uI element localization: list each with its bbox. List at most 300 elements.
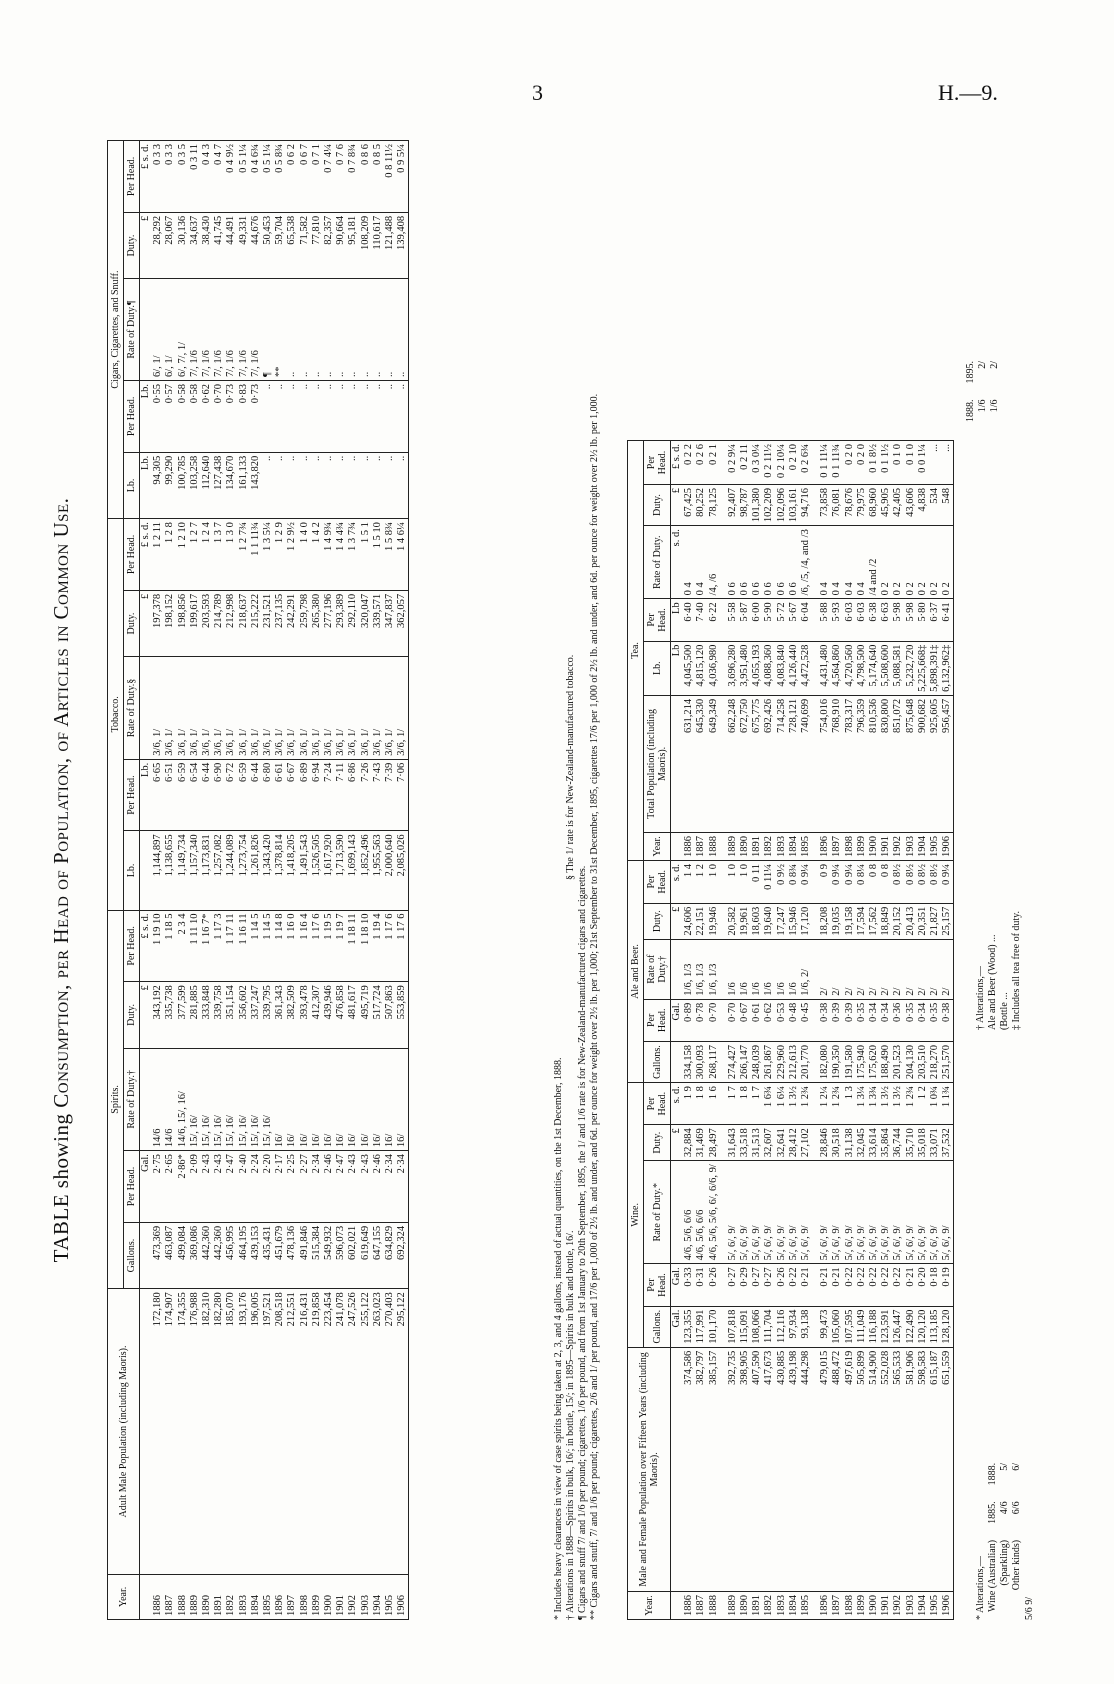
table-cell: 0·35 (905, 999, 917, 1041)
table-cell: 0·83 (238, 381, 250, 453)
table-cell: 497,619 (844, 1347, 856, 1591)
table-cell: 6·59 (238, 759, 250, 831)
table-cell: 0·31 (695, 1264, 707, 1306)
table-cell: 442,360 (201, 1222, 213, 1288)
table-row (372, 141, 384, 1620)
table-cell: 0 2 10 (788, 441, 800, 485)
table-cell: 105,060 (831, 1306, 843, 1347)
table-cell: ¶ (262, 279, 274, 381)
unit-cell: £ s. d. (671, 441, 684, 485)
table-cell: 6·54 (189, 759, 201, 831)
table-cell: 0 6 7 (299, 141, 311, 213)
table-cell: 1900 (323, 1574, 335, 1619)
group-cigars: Cigars, Cigarettes, and Snuff. (108, 141, 124, 519)
rotated-table-sheet (45, 120, 1055, 1640)
spacer-cell (812, 695, 819, 832)
table-cell: 1,273,754 (238, 831, 250, 910)
table-cell: 2·34 (311, 1151, 323, 1223)
table-cell: 143,820 (250, 452, 262, 518)
column-header: Per Head. (124, 1151, 140, 1223)
footnote-4: ¶ Cigars and snuff 7/ and 1/6 per pound; cigarettes, 1/6 per pound, and from 1st January to 20th September, 1895, the 1/ and 1/6 rate is for New-Zealand-manufactured cigars and cigarettes. (577, 865, 588, 1620)
table-cell: 111,704 (763, 1306, 775, 1347)
table-row (384, 141, 396, 1620)
table-row (941, 441, 954, 1620)
table-cell: 645,330 (695, 695, 707, 832)
table-cell: 0·70 (213, 381, 225, 453)
table-cell: 4/6, 5/6, 5/6, 6/, 6/6, 9/ (708, 1161, 720, 1264)
table-cell: 0 2 (905, 526, 917, 599)
note-row (987, 1455, 999, 1620)
wine-note-title: * Alterations,— (975, 1556, 986, 1620)
table-cell: 32,884 (683, 1125, 695, 1161)
table-cell: 15/, 16/ (262, 1048, 274, 1151)
table-cell: 2·46 (372, 1151, 384, 1223)
table-cell: 1,149,734 (177, 831, 189, 910)
table-cell: 1891 (213, 1574, 225, 1619)
table-cell: 1897 (831, 832, 843, 860)
table-cell: 1 5 10 (372, 519, 384, 591)
table-cell: 6·38 (868, 599, 880, 641)
column-header: Rate of Duty.* (644, 1161, 671, 1264)
table-cell: 1901 (335, 1574, 347, 1619)
table-cell: 92,407 (727, 485, 739, 526)
table-cell: 1 7 (727, 1083, 739, 1125)
column-header: Gallons. (644, 1041, 671, 1082)
table-cell: 1 4 (683, 860, 695, 903)
table-cell: 6/, 7/, 1/ (177, 279, 189, 381)
table-cell: 201,523 (892, 1041, 904, 1082)
spacer-cell (812, 599, 819, 641)
table-cell: 0 0 1¼ (917, 441, 929, 485)
table-cell: /6, /5, /4, and /3 (800, 526, 812, 599)
unit-cell (140, 1048, 153, 1151)
spacer-cell (720, 1041, 727, 1082)
table-cell: 728,121 (788, 695, 800, 832)
column-header: Per Head. (644, 999, 671, 1041)
spacer-cell (720, 1125, 727, 1161)
table-cell: 0 2 9¼ (727, 441, 739, 485)
table-cell: 214,789 (213, 590, 225, 656)
table-cell: 193,176 (238, 1289, 250, 1575)
table-cell: 237,135 (274, 590, 286, 656)
table-cell: 3/6, 1/ (372, 657, 384, 760)
table-cell: 3/6, 1/ (213, 657, 225, 760)
table-cell: 4,838 (917, 485, 929, 526)
table-cell: 2·17 (274, 1151, 286, 1223)
table-cell: 77,810 (311, 212, 323, 278)
table-cell: 0·39 (844, 999, 856, 1041)
table-cell: 199,617 (189, 590, 201, 656)
table-cell: 1898 (844, 1592, 856, 1620)
table-cell: 1 6¼ (776, 1083, 788, 1125)
table-cell: 3/6, 1/ (335, 657, 347, 760)
table-cell: 382,509 (286, 982, 298, 1048)
table-row (225, 141, 237, 1620)
note-cell: 1/6 (977, 399, 989, 413)
table-cell: 15/, 16/ (225, 1048, 237, 1151)
footnote-1: * Includes heavy clearances in view of case spirits being taken at 2, 3, and 4 gallons, instead of actual quantities, on the 1st December, 1888. (553, 1057, 564, 1620)
table-cell: 5/, 6/, 9/ (751, 1161, 763, 1264)
table-cell: 0 3 11 (189, 141, 201, 213)
table-cell: 16/ (347, 1048, 359, 1151)
table-cell: 261,867 (763, 1041, 775, 1082)
table-cell: 76,081 (831, 485, 843, 526)
table-cell: 182,310 (201, 1289, 213, 1575)
table-cell: 274,427 (727, 1041, 739, 1082)
table-cell: 1887 (695, 832, 707, 860)
table-cell: 0 6 (751, 526, 763, 599)
table-cell: 339,795 (262, 982, 274, 1048)
table-cell: 5,508,600 (880, 641, 892, 695)
table-cell: 175,620 (868, 1041, 880, 1082)
note-row (965, 353, 977, 430)
table-cell: 0 4 6¾ (250, 141, 262, 213)
table-cell: 15/, 16/ (201, 1048, 213, 1151)
table-cell: 0 3 3 (164, 141, 176, 213)
table-cell: 5·87 (739, 599, 751, 641)
spacer-cell (720, 695, 727, 832)
table-cell: 42,405 (892, 485, 904, 526)
table-cell: 553,859 (396, 982, 409, 1048)
table-cell: 102,096 (776, 485, 788, 526)
table-cell: 5/, 6/, 9/ (868, 1161, 880, 1264)
table-cell: 7/, 1/6 (201, 279, 213, 381)
table-cell: 68,960 (868, 485, 880, 526)
table-cell: 0 2 6 (695, 441, 707, 485)
table-cell: 16/ (299, 1048, 311, 1151)
table-cell: 334,158 (683, 1041, 695, 1082)
table-row (819, 441, 831, 1620)
table-row (177, 141, 189, 1620)
table-cell: 6·37 (929, 599, 941, 641)
table-cell: 24,606 (683, 903, 695, 939)
spacer-cell (720, 1306, 727, 1347)
table-cell: 31,469 (695, 1125, 707, 1161)
table-cell: 123,591 (880, 1306, 892, 1347)
table-cell: 0 4 3 (201, 141, 213, 213)
table-cell: 7·06 (396, 759, 409, 831)
table-cell: .. (323, 452, 335, 518)
table-cell: 1889 (727, 1592, 739, 1620)
table-cell: 2·25 (286, 1151, 298, 1223)
table-cell: 1 16 7* (201, 910, 213, 982)
table-cell: 6/, 1/ (164, 279, 176, 381)
table-row (396, 141, 409, 1620)
table-row (323, 141, 335, 1620)
table-cell: 1 1 11¾ (250, 519, 262, 591)
table-cell: 2/ (917, 939, 929, 999)
table-cell: 102,209 (763, 485, 775, 526)
table-cell: 176,988 (189, 1289, 201, 1575)
table-cell: 7/, 1/6 (238, 279, 250, 381)
table-cell: 5/, 6/, 9/ (880, 1161, 892, 1264)
table-cell: 1/6 (751, 939, 763, 999)
table-cell: 5/, 6/, 9/ (776, 1161, 788, 1264)
spacer-cell (812, 1125, 819, 1161)
table-cell: 1 19 5 (323, 910, 335, 982)
table-cell: 1904 (372, 1574, 384, 1619)
table-cell: 190,350 (831, 1041, 843, 1082)
table-cell: 2/ (831, 939, 843, 999)
table-cell: 1894 (788, 1592, 800, 1620)
table-cell: 5·58 (727, 599, 739, 641)
table-cell: 31,138 (844, 1125, 856, 1161)
table-cell: 412,307 (311, 982, 323, 1048)
note-cell: 2/ (989, 361, 1001, 369)
table-cell: 2·47 (225, 1151, 237, 1223)
table-cell: 1,418,205 (286, 831, 298, 910)
group-spirits: Spirits. (108, 910, 124, 1289)
table-cell: 1/6, 2/ (800, 939, 812, 999)
table-cell: 17,120 (800, 903, 812, 939)
table-cell: 4,815,120 (695, 641, 707, 695)
unit-cell (140, 1222, 153, 1288)
table-cell: 0·22 (880, 1264, 892, 1306)
table-cell: 662,248 (727, 695, 739, 832)
units-row (671, 441, 684, 1620)
table-cell: 647,155 (372, 1222, 384, 1288)
table-cell: 1 18 11 (347, 910, 359, 982)
unit-cell: Gal. (671, 999, 684, 1041)
table-cell: 0·55 (152, 381, 164, 453)
table-cell: 6·86 (347, 759, 359, 831)
table-cell: 362,057 (396, 590, 409, 656)
table-cell: /4, /6 (708, 526, 720, 599)
table-cell: 65,538 (286, 212, 298, 278)
unit-cell: Gal. (671, 1306, 684, 1347)
table-cell: 451,679 (274, 1222, 286, 1288)
table-cell: 1 0¾ (929, 1083, 941, 1125)
table-cell: 0 1 0 (905, 441, 917, 485)
table-cell: 1 2 7 (189, 519, 201, 591)
unit-cell (140, 1289, 153, 1575)
table-cell: 0 4 (683, 526, 695, 599)
table-cell: 0·58 (189, 381, 201, 453)
table-cell: 0 5 1¼ (262, 141, 274, 213)
table-title (49, 120, 74, 1640)
table-cell: 25,157 (941, 903, 954, 939)
table-cell: 2/ (880, 939, 892, 999)
table-cell: 5/, 6/, 9/ (819, 1161, 831, 1264)
table-cell: 73,858 (819, 485, 831, 526)
table-cell: 1 2 10 (177, 519, 189, 591)
table-cell: 44,491 (225, 212, 237, 278)
table-cell: 1 2 (695, 860, 707, 903)
table-cell: .. (262, 452, 274, 518)
table-cell: 900,682 (917, 695, 929, 832)
table-cell: 0 5 8¾ (274, 141, 286, 213)
table-row (189, 141, 201, 1620)
table-cell: 120,120 (917, 1306, 929, 1347)
table-cell: 4,720,560 (844, 641, 856, 695)
unit-cell (140, 657, 153, 760)
table-cell: 1 3 5¼ (262, 519, 274, 591)
table-cell: 481,617 (347, 982, 359, 1048)
note-cell: Wine (Australian) (987, 1539, 998, 1612)
table-cell: 3/6, 1/ (396, 657, 409, 760)
footnote-5: ** Cigars and snuff, 7/ and 1/6 per pound; cigarettes, 2/6 and 1/ per pound, and 17/6 per 1,000 of 2½ lb. and under, and 6d. per ounce for weight over 2½ lb. per 1,000; 21st September to 31st December, 1895, cigarettes 17/6 per 1,000 of 2½ lb. and under, and 6d. per ounce for weight over 2½ lb. per 1,000. (589, 393, 600, 1620)
table-cell: 174,907 (164, 1289, 176, 1575)
table-cell: 1898 (844, 832, 856, 860)
table-cell: 16/ (311, 1048, 323, 1151)
spacer-cell (812, 1347, 819, 1591)
table-row (844, 441, 856, 1620)
table-cell: 6·03 (844, 599, 856, 641)
table-cell: 0·73 (250, 381, 262, 453)
table-cell: 110,617 (372, 212, 384, 278)
table-cell: 16/ (274, 1048, 286, 1151)
table-cell: 1,491,543 (299, 831, 311, 910)
table-cell: 339,571 (372, 590, 384, 656)
table-cell: 0·58 (177, 381, 189, 453)
table-cell: 514,900 (868, 1347, 880, 1591)
column-header: Duty. (124, 212, 140, 278)
table-cell: 0·45 (800, 999, 812, 1041)
column-header: Per Head. (124, 910, 140, 982)
table-cell: 16/ (396, 1048, 409, 1151)
table-cell: .. (323, 381, 335, 453)
table-cell: 281,885 (189, 982, 201, 1048)
table-cell: 59,704 (274, 212, 286, 278)
table-cell: 99,290 (164, 452, 176, 518)
table-cell: 347,837 (384, 590, 396, 656)
table-cell: 6,132,962‡ (941, 641, 954, 695)
table-cell: 0·29 (739, 1264, 751, 1306)
table-cell: 0·27 (751, 1264, 763, 1306)
table-cell: 925,605 (929, 695, 941, 832)
spacer-cell (812, 1161, 819, 1264)
table-cell: 0·22 (844, 1264, 856, 1306)
table-cell: 7·11 (335, 759, 347, 831)
table-cell: 0·89 (683, 999, 695, 1041)
table-cell: 5/, 6/, 9/ (831, 1161, 843, 1264)
table-cell: 5,088,581 (892, 641, 904, 695)
table-cell: 0·22 (892, 1264, 904, 1306)
table-cell: 248,039 (751, 1041, 763, 1082)
table-cell: 197,521 (262, 1289, 274, 1575)
note-cell: 6/6 (1011, 1501, 1023, 1515)
table-cell: 1/6, 1/3 (683, 939, 695, 999)
spacer-cell (720, 441, 727, 485)
table-cell: 1 19 10 (152, 910, 164, 982)
table-cell: 499,084 (177, 1222, 189, 1288)
column-header: Per Head. (124, 519, 140, 591)
table-cell: 32,607 (763, 1125, 775, 1161)
table-cell: 464,195 (238, 1222, 250, 1288)
table-cell: 18,603 (751, 903, 763, 939)
table-cell: 1893 (776, 1592, 788, 1620)
title-main: Consumption, per Head of Population, of Articles in Common Use. (49, 497, 73, 1108)
table-cell: 1904 (917, 1592, 929, 1620)
table-cell: 0·34 (917, 999, 929, 1041)
table-cell: 1,144,897 (152, 831, 164, 910)
table-cell: 1,955,563 (372, 831, 384, 910)
spacer-cell (720, 1161, 727, 1264)
table-cell: 0·38 (941, 999, 954, 1041)
page-number: 3 (532, 80, 543, 105)
table-cell: 1 17 6 (311, 910, 323, 982)
table-cell: 1 3½ (892, 1083, 904, 1125)
table-row (201, 141, 213, 1620)
table-cell: ... (941, 441, 954, 485)
table-cell: 6·44 (250, 759, 262, 831)
table-cell: 127,438 (213, 452, 225, 518)
table-cell: 7·24 (323, 759, 335, 831)
table-cell: 1/6 (788, 939, 800, 999)
table-cell: 2·75 (152, 1151, 164, 1223)
column-header: Per Head. (644, 599, 671, 641)
table-cell: 4/6, 5/6, 6/6 (695, 1161, 707, 1264)
spacer-cell (812, 939, 819, 999)
table-cell: 100,785 (177, 452, 189, 518)
table-cell: 45,905 (880, 485, 892, 526)
table-cell: 0·27 (727, 1264, 739, 1306)
table-cell: 2·46 (323, 1151, 335, 1223)
table-cell: 21,827 (929, 903, 941, 939)
table-cell: 0 2 (929, 526, 941, 599)
table-cell: 2·43 (213, 1151, 225, 1223)
table-cell: 1 2 8 (164, 519, 176, 591)
column-header: Gallons. (124, 1222, 140, 1288)
table-cell: 0·39 (831, 999, 843, 1041)
table-cell: 0·35 (929, 999, 941, 1041)
table-cell: 3/6, 1/ (152, 657, 164, 760)
table-cell: 1,157,340 (189, 831, 201, 910)
table-cell: 6·04 (800, 599, 812, 641)
table-cell: 407,590 (751, 1347, 763, 1591)
table-cell: 456,995 (225, 1222, 237, 1288)
table-cell: 1895 (800, 832, 812, 860)
table-cell: 14/6 (152, 1048, 164, 1151)
column-header: Rate of Duty.¶ (124, 279, 140, 381)
document-reference: H.—9. (938, 80, 998, 105)
table-cell: .. (311, 452, 323, 518)
table-cell: 218,270 (929, 1041, 941, 1082)
table-cell: 99,473 (819, 1306, 831, 1347)
table-cell: 4,431,480 (819, 641, 831, 695)
table-cell: 7·39 (384, 759, 396, 831)
table-cell: 79,975 (856, 485, 868, 526)
table-cell: 0 2 1 (708, 441, 720, 485)
table-cell: 6·67 (286, 759, 298, 831)
table-cell: 1 3 0 (225, 519, 237, 591)
table-cell: 266,147 (739, 1041, 751, 1082)
table-cell: 0·36 (892, 999, 904, 1041)
table-cell: 78,125 (708, 485, 720, 526)
note-cell: 1895. (965, 361, 976, 384)
table-cell: 1902 (892, 832, 904, 860)
table-cell: 1 2 (917, 1083, 929, 1125)
table-cell: 5/, 6/, 9/ (929, 1161, 941, 1264)
table-cell: 337,247 (250, 982, 262, 1048)
table-cell: 293,389 (335, 590, 347, 656)
table-cell: 1905 (929, 1592, 941, 1620)
table-cell: .. (372, 381, 384, 453)
table-cell: 0·22 (868, 1264, 880, 1306)
table-cell: 0 4 (831, 526, 843, 599)
table-cell: 875,648 (905, 695, 917, 832)
table-cell: 2·65 (164, 1151, 176, 1223)
table-cell: 1 9 (683, 1083, 695, 1125)
table-cell: 112,116 (776, 1306, 788, 1347)
table-cell: .. (372, 279, 384, 381)
table-cell: 134,670 (225, 452, 237, 518)
table-row (739, 441, 751, 1620)
table-row (262, 141, 274, 1620)
table-cell: 0 9¼ (844, 860, 856, 903)
table-cell: 5/, 6/, 9/ (892, 1161, 904, 1264)
table-cell: 1906 (941, 832, 954, 860)
